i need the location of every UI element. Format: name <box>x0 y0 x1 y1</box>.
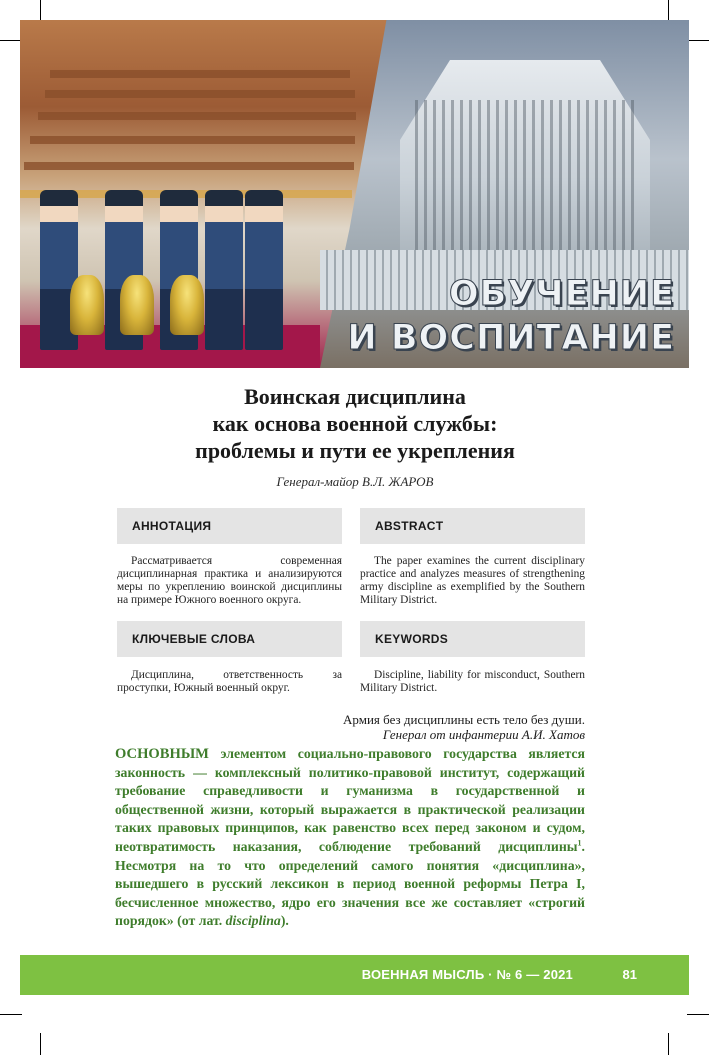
article-title-line3: проблемы и пути ее укрепления <box>195 438 515 463</box>
page-footer <box>20 955 689 995</box>
epigraph-quote: Армия без дисциплины есть тело без души. <box>343 712 585 727</box>
article-title-line2: как основа военной службы: <box>212 411 498 436</box>
crop-mark <box>668 1033 669 1055</box>
trophy-cup <box>170 275 204 335</box>
keywords-ru-heading: КЛЮЧЕВЫЕ СЛОВА <box>117 621 342 657</box>
crop-mark <box>40 1033 41 1055</box>
section-title-line2: И ВОСПИТАНИЕ <box>347 318 675 358</box>
article-title-line1: Воинская дисциплина <box>244 384 466 409</box>
article-author: Генерал-майор В.Л. ЖАРОВ <box>276 474 434 489</box>
cadet-figure <box>205 190 243 350</box>
crop-mark <box>40 0 41 22</box>
section-title-line1: ОБУЧЕНИЕ <box>448 274 675 314</box>
latin-term: disciplina <box>225 913 281 929</box>
lead-first-word: ОСНОВНЫМ <box>115 746 209 762</box>
section-title <box>275 272 675 360</box>
abstract-ru-text: Рассматривается современная дисциплинарная практика и анализируются меры по укреплению воинской дисциплины на примере Южного военного округа. <box>117 555 342 606</box>
abstract-en-text: The paper examines the current disciplinary practice and analyzes measures of strengthening army discipline as exemplified by the Southern Military District. <box>360 555 585 606</box>
crop-mark <box>668 0 669 22</box>
keywords-en-text: Discipline, liability for misconduct, Southern Military District. <box>360 669 585 694</box>
crop-mark <box>687 40 709 41</box>
epigraph <box>145 712 585 742</box>
crop-mark <box>0 1014 22 1015</box>
footnote-marker[interactable]: 1 <box>577 838 582 848</box>
lecture-hall-rows <box>20 60 360 210</box>
epigraph-signature: Генерал от инфантерии А.И. Хатов <box>382 727 585 742</box>
keywords-ru-text: Дисциплина, ответственность за проступки, Южный военный округ. <box>117 669 342 694</box>
abstract-ru-heading: АННОТАЦИЯ <box>117 508 342 544</box>
page-number: 81 <box>622 967 637 982</box>
trophy-cup <box>70 275 104 335</box>
abstract-en-heading: ABSTRACT <box>360 508 585 544</box>
article-title <box>60 383 650 464</box>
building-windows <box>415 100 635 250</box>
lead-text-part3: ). <box>280 913 289 929</box>
lead-text-part2: . Несмотря на то что определений самого понятия «дисциплина», вышедшего в русский лексикон в период военной реформы Петра I, бесчисленное множество, ядро его значения все же составляет «строгий порядок» (от лат. <box>115 838 585 929</box>
header-photo-banner <box>20 20 689 368</box>
keywords-en-heading: KEYWORDS <box>360 621 585 657</box>
crop-mark <box>687 1014 709 1015</box>
journal-issue: ВОЕННАЯ МЫСЛЬ · № 6 — 2021 <box>361 967 573 982</box>
trophy-cup <box>120 275 154 335</box>
lead-text-part1: элементом социально-правового государства является законность — комплексный политико-правовой институт, содержащий требование справедливости и гуманизма в государственной и общественной жизни, который выражается в практической реализации таких правовых принципов, как равенство всех перед законом и судом, неотвратимость наказания, соблюдение требований дисциплины <box>115 746 585 854</box>
crop-mark <box>0 40 22 41</box>
lead-paragraph <box>115 745 585 931</box>
